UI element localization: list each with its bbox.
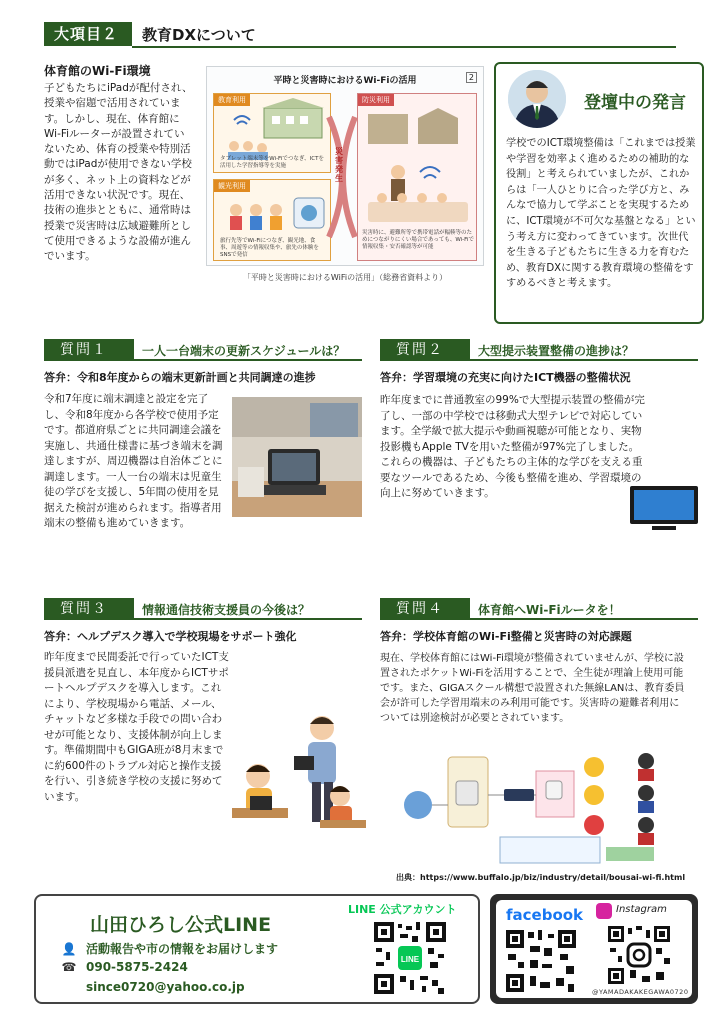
question-2-rule	[470, 359, 698, 361]
line-qr-code[interactable]	[372, 920, 448, 996]
question-1-header	[44, 339, 362, 361]
education-panel	[213, 93, 331, 173]
facebook-qr-code[interactable]	[504, 928, 578, 994]
question-3-tag: 質問３	[44, 598, 134, 620]
tourism-panel	[213, 179, 331, 261]
instagram-label: Instagram	[616, 904, 667, 915]
figure-page-number: 2	[466, 72, 477, 83]
question-1-body: 令和7年度に端末調達と設定を完了し、令和8年度から各学校で使用予定です。都道府県ごとに共同調達会議を実施し、共通仕様書に基づき端末を調達しますが、周辺機器は自治体ごとに調達します。一人一台の端末は児童生徒の学びを支援し、5年間の使用を見据えた検討が進められます。指導者用端末の整備も進めていきます。	[44, 393, 223, 529]
line-contact-box	[34, 894, 480, 1004]
gym-wifi-heading: 体育館のWi-Fi環境	[44, 64, 151, 78]
line-official-label: LINE 公式アカウント	[348, 903, 457, 916]
gym-wifi-text: 子どもたちにiPadが配付され、授業や宿題で活用されています。しかし、現在、体育館にWi-Fiルーターが設置されていないため、体育の授業や特別活動ではiPadが使用できない学校が多く、ネット上の資料などが活用できない状況です。現在、技術の進歩とともに、通常時は授業で災害時は広域避難所として使用できるような設備が進んでいます。	[44, 82, 193, 263]
education-note: タブレット端末等をWi-Fiでつなぎ、ICTを活用した学習指導等を実施	[220, 156, 324, 169]
disaster-note: 災害時に、避難所等で携帯電話が輻輳等のためにつながりにくい場合であっても、Wi-Fiで情報収集・安否確認等が可能	[362, 230, 474, 250]
question-3-answer: 答弁：ヘルプデスク導入で学校現場をサポート強化	[44, 630, 297, 643]
question-3-body: 昨年度まで民間委託で行っていたICT支援員派遣を見直し、本年度からICTサポートヘルプデスクを導入します。これにより、学校現場から電話、メール、チャットなど多様な手段での問い合わせが可能となり、支援体制が向上します。準備期間中もGIGA班が8月末までに約600件のトラブル対応と操作支援を行い、引き続き学校の支援に努めています。	[44, 651, 229, 803]
diagram-source[interactable]: 出典：https://www.buffalo.jp/biz/industry/detail/bousai-wi-fi.html	[396, 873, 686, 882]
sns-inner	[496, 900, 692, 998]
education-tag: 教育利用	[214, 94, 250, 106]
speaker-heading: 登壇中の発言	[584, 93, 686, 113]
speaker-body: 学校でのICT環境整備は「これまでは授業や学習を効率よく進めるための補助的な役割」と考えられていましたが、これからは「一人ひとりに合った学び方と、みんなで協力して学ぶことを実現するために、ICT環境が不可欠な基盤となる」という考え方に変わってきています。次世代を生きる子どもたちに生きる力を育むため、教育DXに関する教育環境の整備をすすめるべきと考えます。	[506, 138, 696, 290]
question-2-body: 昨年度までに普通教室の99%で大型提示装置の整備が完了し、一部の中学校では移動式大型テレビで対応しています。全学級で拡大提示や動画視聴が可能となり、実物投影機もApple TVを用いた整備が97%完了しました。これらの機器は、子どもたちの主体的な学びを支える重要なツールであるため、今後も整備を進め、学習環境の向上に努めていきます。	[380, 394, 645, 499]
question-1-tag: 質問１	[44, 339, 134, 361]
figure-title: 平時と災害時におけるWi-Fiの活用	[273, 76, 417, 86]
question-1-answer: 答弁：令和8年度からの端末更新計画と共同調達の進捗	[44, 371, 316, 384]
instagram-logo-icon	[596, 903, 612, 919]
svg-text:LINE: LINE	[400, 955, 420, 964]
question-3-title: 情報通信技術支援員の今後は？	[142, 603, 311, 617]
section-title: 教育DXについて	[142, 26, 256, 44]
phone-number[interactable]: 090-5875-2424	[86, 960, 188, 974]
avatar	[508, 70, 566, 128]
email-row	[60, 980, 245, 994]
question-4-answer: 答弁：学校体育館のWi-Fi整備と災害時の対応課題	[380, 630, 632, 643]
section-tag: 大項目２	[44, 22, 132, 46]
sns-box	[490, 894, 698, 1004]
wifi-usage-figure	[206, 66, 484, 266]
teacher-students-illustration	[224, 712, 368, 836]
question-4-body: 現在、学校体育館にはWi-Fi環境が整備されていませんが、学校に設置されたポケットWi-Fiを活用することで、全生徒が理論上使用可能です。また、GIGAスクール構想で設置された無線LANは、教育委員会が許可した学習用端末のみ利用可能です。災害時の避難者利用については別途検討が必要とされています。	[380, 653, 685, 724]
question-2-tag: 質問２	[380, 339, 470, 361]
question-1-title: 一人一台端末の更新スケジュールは？	[142, 344, 346, 358]
figure-caption: 「平時と災害時におけるWiFiの活用」（総務省資料より）	[242, 273, 448, 282]
question-4-tag: 質問４	[380, 598, 470, 620]
phone-row	[60, 960, 188, 974]
question-2-answer: 答弁：学習環境の充実に向けたICT機器の整備状況	[380, 371, 631, 384]
tablet-photo	[232, 397, 362, 517]
tourism-note: 旅行先等でWi-Fiにつなぎ、観光地、食事、周遊等の情報収集や、旅先の体験をSNSで発信	[220, 238, 319, 258]
disaster-label: 災害発生	[335, 147, 343, 183]
question-3-header	[44, 598, 362, 620]
tourism-tag: 観光利用	[214, 180, 250, 192]
activity-note-row	[60, 940, 278, 957]
question-2-header	[380, 339, 698, 361]
instagram-qr-code[interactable]	[606, 924, 672, 986]
network-diagram	[396, 737, 678, 867]
email-address[interactable]: since0720@yahoo.co.jp	[86, 980, 245, 994]
section-header	[44, 22, 676, 48]
question-2-title: 大型提示装置整備の進捗は？	[478, 344, 635, 358]
question-4-rule	[470, 618, 698, 620]
instagram-handle: @YAMADAKAKEGAWA0720	[592, 988, 689, 996]
tv-monitor-icon	[628, 484, 700, 534]
disaster-tag: 防災利用	[358, 94, 394, 106]
facebook-label: facebook	[506, 906, 584, 924]
speaker-remarks-box	[494, 62, 704, 324]
person-icon: 👤	[61, 942, 77, 956]
question-4-title: 体育館へWi-Fiルータを！	[478, 603, 621, 617]
activity-note: 活動報告や市の情報をお届けします	[86, 942, 279, 956]
question-4-header	[380, 598, 698, 620]
header-rule	[132, 46, 676, 48]
phone-icon: ☎	[61, 960, 77, 974]
disaster-panel	[357, 93, 477, 261]
line-account-name: 山田ひろし公式LINE	[90, 914, 272, 936]
question-3-rule	[134, 618, 362, 620]
question-1-rule	[134, 359, 362, 361]
